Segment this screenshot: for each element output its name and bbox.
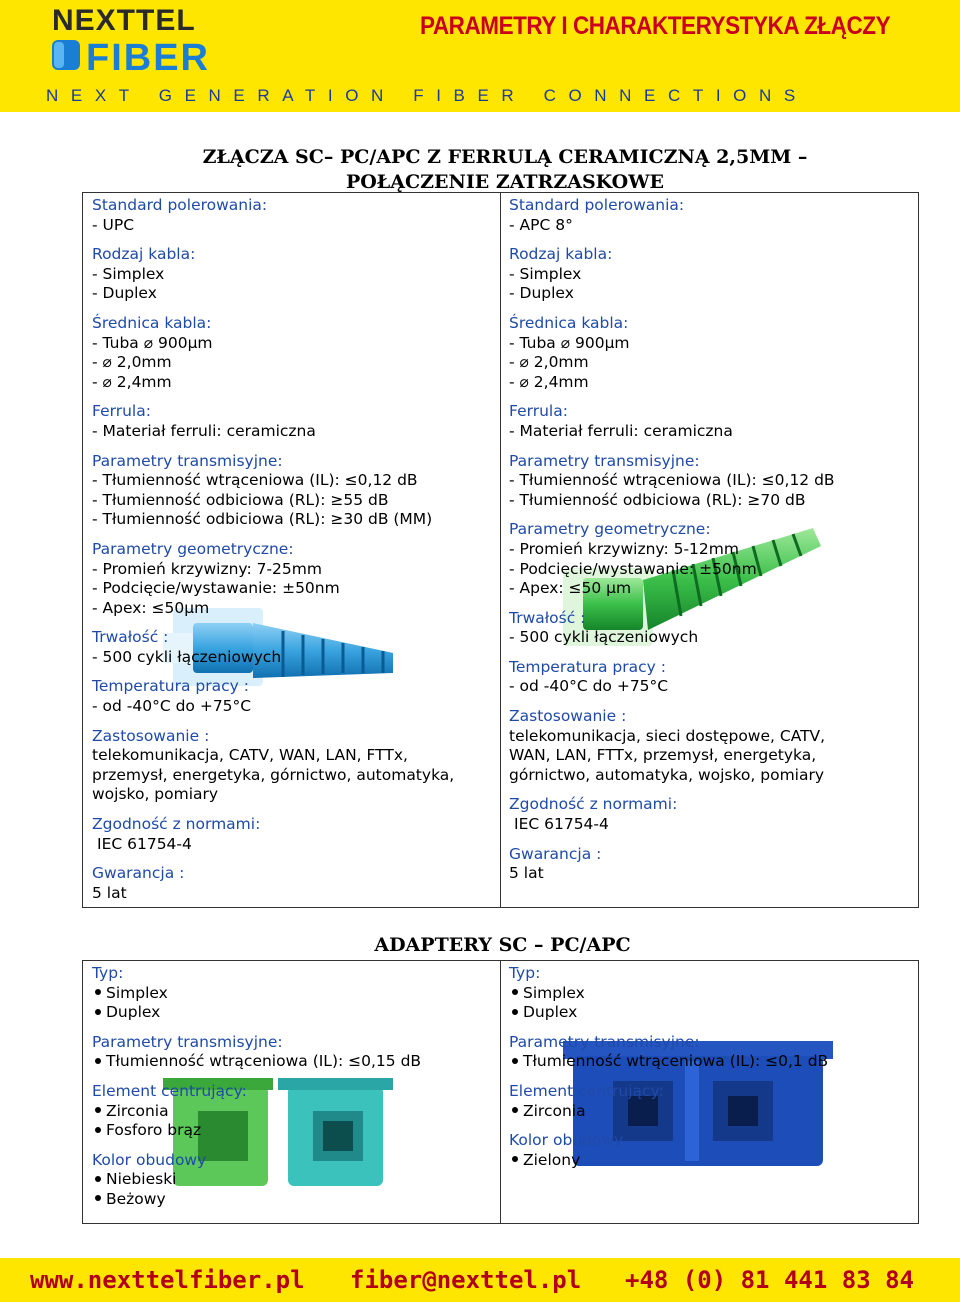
cable-diameter-value: - ⌀ 2,4mm [92, 372, 172, 391]
centering-element-item: Fosforo brąz [92, 1121, 492, 1141]
tagline: NEXT GENERATION FIBER CONNECTIONS [46, 86, 808, 105]
transmission-value: - Tłumienność wtrąceniowa (IL): ≤0,12 dB [92, 471, 418, 490]
adapter-type-heading: Typ: [92, 964, 124, 982]
bullet-icon [95, 1127, 101, 1133]
cable-type-value: - Duplex [92, 284, 157, 303]
transmission-heading: Parametry transmisyjne: [509, 451, 700, 470]
bullet-icon [512, 1009, 518, 1015]
adapter-right-column [509, 964, 909, 1170]
cable-diameter-heading: Średnica kabla: [509, 313, 629, 332]
bullet-icon [95, 1176, 101, 1182]
page-header [0, 0, 960, 112]
application-value: telekomunikacja, sieci dostępowe, CATV, [509, 726, 826, 745]
warranty-value: 5 lat [509, 864, 544, 883]
polishing-heading: Standard polerowania: [509, 196, 685, 214]
adapter-type-item: Simplex [92, 984, 492, 1004]
connectors-title-line1: ZŁĄCZA SC– PC/APC Z FERRULĄ CERAMICZNĄ 2,5MM – [202, 146, 808, 168]
adapters-table [82, 960, 919, 1224]
bullet-icon [95, 1195, 101, 1201]
cable-type-heading: Rodzaj kabla: [509, 245, 613, 264]
adapters-title: ADAPTERY SC – PC/APC [374, 934, 631, 956]
website-link[interactable]: www.nexttelfiber.pl [30, 1266, 305, 1294]
bullet-icon [512, 1156, 518, 1162]
adapter-left-column [92, 964, 492, 1210]
upc-specs-column [92, 196, 492, 903]
ferrule-value: - Materiał ferruli: ceramiczna [92, 421, 316, 440]
connectors-table [82, 192, 919, 908]
warranty-heading: Gwarancja : [92, 864, 185, 883]
temperature-heading: Temperatura pracy : [509, 657, 666, 676]
application-value: telekomunikacja, CATV, WAN, LAN, FTTx, [92, 746, 408, 765]
cable-diameter-value: - Tuba ⌀ 900µm [92, 333, 213, 352]
cable-diameter-value: - ⌀ 2,0mm [92, 353, 172, 372]
transmission-heading: Parametry transmisyjne: [92, 451, 283, 470]
cable-type-value: - Simplex [92, 264, 165, 283]
geometry-heading: Parametry geometryczne: [509, 520, 711, 539]
durability-heading: Trwałość : [92, 628, 169, 647]
page-footer [0, 1258, 960, 1302]
polishing-value: - APC 8° [509, 215, 573, 234]
geometry-value: - Promień krzywizny: 7-25mm [92, 559, 322, 578]
bullet-icon [95, 1107, 101, 1113]
housing-color-item: Niebieski [92, 1170, 492, 1190]
connectors-title-line2: POŁĄCZENIE ZATRZASKOWE [345, 171, 665, 193]
geometry-value: - Apex: ≤50 µm [509, 579, 632, 598]
adapter-transmission-item: Tłumienność wtrąceniowa (IL): ≤0,15 dB [92, 1052, 492, 1072]
ferrule-value: - Materiał ferruli: ceramiczna [509, 421, 733, 440]
adapter-type-heading: Typ: [509, 964, 541, 982]
bullet-icon [512, 989, 518, 995]
standards-heading: Zgodność z normami: [92, 815, 261, 834]
standards-value: IEC 61754-4 [514, 815, 609, 834]
cable-type-heading: Rodzaj kabla: [92, 245, 196, 264]
adapter-type-item: Simplex [509, 984, 909, 1004]
housing-color-item: Zielony [509, 1151, 909, 1171]
phone-number: +48 (0) 81 441 83 84 [625, 1266, 914, 1294]
transmission-value: - Tłumienność odbiciowa (RL): ≥55 dB [92, 490, 389, 509]
centering-element-heading: Element centrujący: [509, 1081, 664, 1100]
centering-element-heading: Element centrujący: [92, 1081, 247, 1100]
application-heading: Zastosowanie : [92, 726, 210, 745]
geometry-heading: Parametry geometryczne: [92, 539, 294, 558]
bullet-icon [95, 1058, 101, 1064]
housing-color-item: Beżowy [92, 1190, 492, 1210]
application-heading: Zastosowanie : [509, 707, 627, 726]
centering-element-item: Zirconia [509, 1102, 909, 1122]
page-title: PARAMETRY I CHARAKTERYSTYKA ZŁĄCZY [420, 12, 891, 40]
standards-value: IEC 61754-4 [97, 834, 192, 853]
adapter-type-item: Duplex [92, 1003, 492, 1023]
cable-type-value: - Simplex [509, 264, 582, 283]
temperature-value: - od -40°C do +75°C [92, 697, 252, 716]
temperature-heading: Temperatura pracy : [92, 677, 249, 696]
email-link[interactable]: fiber@nexttel.pl [350, 1266, 582, 1294]
transmission-value: - Tłumienność wtrąceniowa (IL): ≤0,12 dB [509, 471, 835, 490]
ferrule-heading: Ferrula: [509, 402, 568, 421]
geometry-value: - Promień krzywizny: 5-12mm [509, 539, 739, 558]
column-divider [500, 961, 501, 1223]
cable-type-value: - Duplex [509, 284, 574, 303]
bullet-icon [95, 1009, 101, 1015]
transmission-value: - Tłumienność odbiciowa (RL): ≥70 dB [509, 490, 806, 509]
durability-heading: Trwałość : [509, 608, 586, 627]
polishing-value: - UPC [92, 215, 135, 234]
temperature-value: - od -40°C do +75°C [509, 677, 669, 696]
svg-text:NEXTTEL: NEXTTEL [52, 4, 196, 37]
geometry-value: - Podcięcie/wystawanie: ±50nm [509, 559, 757, 578]
cable-diameter-value: - ⌀ 2,0mm [509, 353, 589, 372]
bullet-icon [512, 1058, 518, 1064]
bullet-icon [512, 1107, 518, 1113]
geometry-value: - Apex: ≤50µm [92, 598, 210, 617]
transmission-value: - Tłumienność odbiciowa (RL): ≥30 dB (MM) [92, 510, 433, 529]
application-value: przemysł, energetyka, górnictwo, automatyka, [92, 765, 455, 784]
adapter-transmission-item: Tłumienność wtrąceniowa (IL): ≤0,1 dB [509, 1052, 909, 1072]
nexttel-fiber-logo [50, 4, 290, 76]
centering-element-item: Zirconia [92, 1102, 492, 1122]
application-value: górnictwo, automatyka, wojsko, pomiary [509, 765, 825, 784]
bullet-icon [95, 989, 101, 995]
application-value: wojsko, pomiary [92, 785, 219, 804]
cable-diameter-value: - Tuba ⌀ 900µm [509, 333, 630, 352]
cable-diameter-heading: Średnica kabla: [92, 313, 212, 332]
durability-value: - 500 cykli łączeniowych [92, 647, 282, 666]
polishing-heading: Standard polerowania: [92, 196, 268, 214]
housing-color-heading: Kolor obudowy [509, 1131, 624, 1150]
adapter-transmission-heading: Parametry transmisyjne: [92, 1032, 283, 1051]
standards-heading: Zgodność z normami: [509, 795, 678, 814]
warranty-value: 5 lat [92, 883, 127, 902]
geometry-value: - Podcięcie/wystawanie: ±50nm [92, 579, 340, 598]
warranty-heading: Gwarancja : [509, 844, 602, 863]
column-divider [500, 193, 501, 907]
adapter-transmission-heading: Parametry transmisyjne: [509, 1032, 700, 1051]
application-value: WAN, LAN, FTTx, przemysł, energetyka, [509, 746, 817, 765]
apc-specs-column [509, 196, 909, 884]
cable-diameter-value: - ⌀ 2,4mm [509, 372, 589, 391]
housing-color-heading: Kolor obudowy [92, 1150, 207, 1169]
durability-value: - 500 cykli łączeniowych [509, 628, 699, 647]
adapter-type-item: Duplex [509, 1003, 909, 1023]
ferrule-heading: Ferrula: [92, 402, 151, 421]
svg-text:FIBER: FIBER [86, 37, 210, 76]
